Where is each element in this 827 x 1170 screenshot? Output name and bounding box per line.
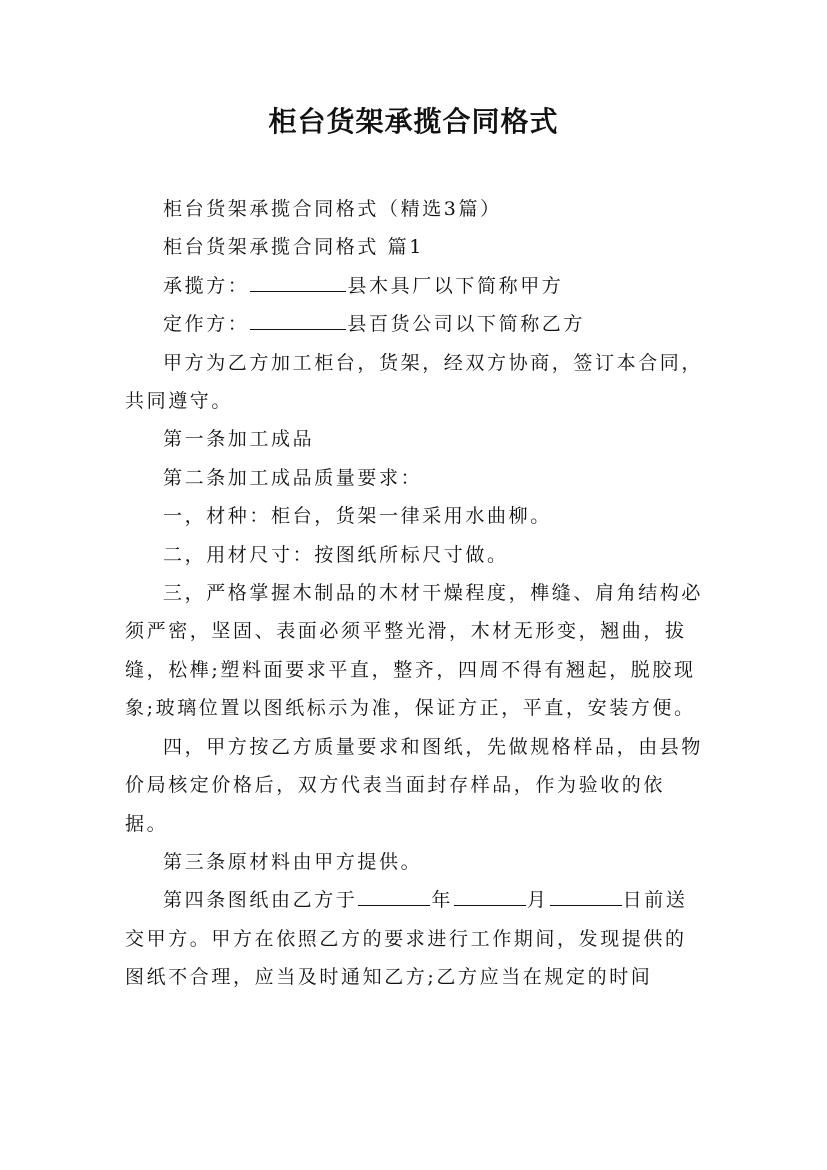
year-blank <box>358 885 430 906</box>
paragraph-article-2: 第二条加工成品质量要求： <box>163 466 423 489</box>
customer-text: 县百货公司以下简称乙方 <box>347 313 586 336</box>
month-blank <box>454 885 526 906</box>
contractor-blank <box>250 271 346 292</box>
year-label: 年 <box>431 889 454 912</box>
paragraph-section-heading: 柜台货架承揽合同格式 篇1 <box>163 236 424 259</box>
paragraph-customer <box>125 305 705 343</box>
paragraph-contractor <box>125 267 705 305</box>
paragraph-subtitle: 柜台货架承揽合同格式（精选3篇） <box>163 198 502 220</box>
paragraph-dimensions: 二，用材尺寸：按图纸所标尺寸做。 <box>163 543 509 566</box>
paragraph-article-4 <box>125 881 705 996</box>
day-blank <box>550 885 622 906</box>
customer-label: 定作方： <box>163 313 250 336</box>
document-body <box>125 190 705 997</box>
paragraph-article-1: 第一条加工成品 <box>163 428 315 451</box>
paragraph-article-3: 第三条原材料由甲方提供。 <box>163 850 423 873</box>
month-label: 月 <box>527 889 549 912</box>
paragraph-sample: 四，甲方按乙方质量要求和图纸，先做规格样品，由县物价局核定价格后，双方代表当面封存样品，作为验收的依据。 <box>125 735 704 835</box>
paragraph-quality: 三，严格掌握木制品的木材干燥程度，榫缝、肩角结构必须严密，坚固、表面必须平整光滑，木材无形变，翘曲，拔缝，松榫;塑料面要求平直，整齐，四周不得有翘起，脱胶现象;玻璃位置以图纸标示为准，保证方正，平直，安装方便。 <box>125 582 704 720</box>
contractor-label: 承揽方： <box>163 274 250 297</box>
paragraph-agreement: 甲方为乙方加工柜台，货架，经双方协商，签订本合同，共同遵守。 <box>125 351 704 413</box>
customer-blank <box>250 309 346 330</box>
paragraph-material: 一，材种：柜台，货架一律采用水曲柳。 <box>163 505 552 528</box>
contractor-text: 县木具厂以下简称甲方 <box>347 274 564 297</box>
article-4-text-d: 日前送交甲方。甲方在依照乙方的要求进行工作期间，发现提供的图纸不合理，应当及时通知乙方;乙方应当在规定的时间 <box>125 889 688 989</box>
article-4-text-a: 第四条图纸由乙方于 <box>163 889 358 912</box>
document-title: 柜台货架承揽合同格式 <box>268 105 559 138</box>
